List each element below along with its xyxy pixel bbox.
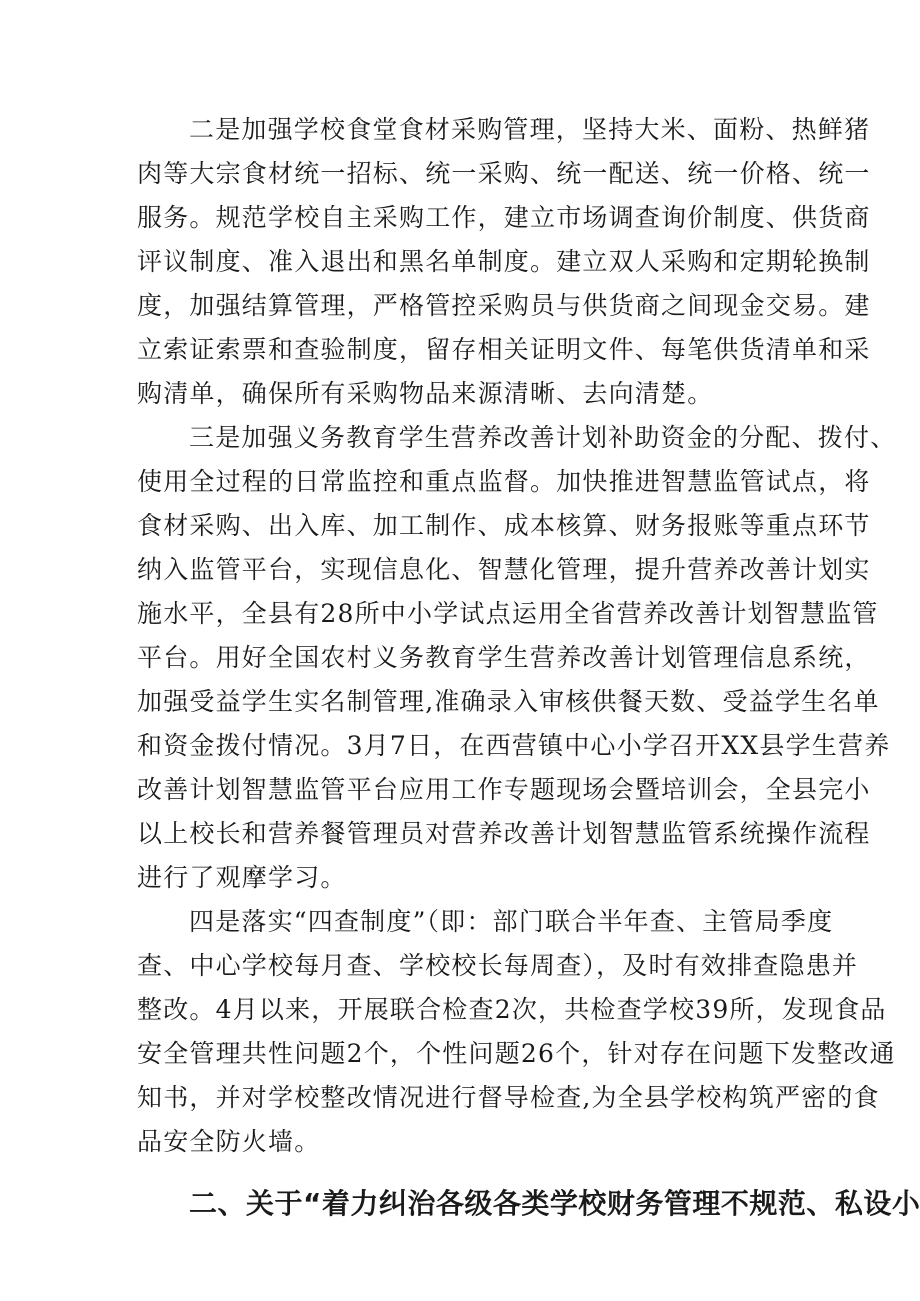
document-body (137, 108, 920, 1232)
section-heading: 二、关于“着力纠治各级各类学校财务管理不规范、私设小 (189, 1187, 920, 1220)
text-line: 使用全过程的日常监控和重点监督。加快推进智慧监管试点，将 (137, 467, 871, 496)
text-line: 食材采购、出入库、加工制作、成本核算、财务报账等重点环节 (137, 511, 871, 540)
text-line: 度，加强结算管理，严格管控采购员与供货商之间现金交易。建 (137, 291, 871, 320)
text-line: 平台。用好全国农村义务教育学生营养改善计划管理信息系统， (137, 643, 871, 672)
text-line: 立索证索票和查验制度，留存相关证明文件、每笔供货清单和采 (137, 335, 871, 364)
text-line: 评议制度、准入退出和黑名单制度。建立双人采购和定期轮换制 (137, 247, 871, 276)
text-line: 整改。4月以来，开展联合检查2次，共检查学校39所，发现食品 (137, 995, 887, 1024)
text-line: 品安全防火墙。 (137, 1127, 321, 1156)
text-line: 查、中心学校每月查、学校校长每周查），及时有效排查隐患并 (137, 951, 859, 980)
text-line: 四是落实“四查制度”（即：部门联合半年查、主管局季度 (189, 907, 834, 936)
text-line: 施水平，全县有28所中小学试点运用全省营养改善计划智慧监管 (137, 599, 879, 628)
paragraph-nutrition-fund (137, 416, 897, 900)
text-line: 购清单，确保所有采购物品来源清晰、去向清楚。 (137, 379, 714, 408)
text-line: 服务。规范学校自主采购工作，建立市场调查询价制度、供货商 (137, 203, 871, 232)
text-line: 和资金拨付情况。3月7日，在西营镇中心小学召开XX县学生营养 (137, 731, 891, 760)
text-line: 纳入监管平台，实现信息化、智慧化管理，提升营养改善计划实 (137, 555, 871, 584)
text-line: 改善计划智慧监管平台应用工作专题现场会暨培训会，全县完小 (137, 775, 871, 804)
text-line: 肉等大宗食材统一招标、统一采购、统一配送、统一价格、统一 (137, 159, 871, 188)
text-line: 以上校长和营养餐管理员对营养改善计划智慧监管系统操作流程 (137, 819, 871, 848)
paragraph-four-checks (137, 900, 896, 1164)
text-line: 进行了观摩学习。 (137, 863, 347, 892)
text-line: 加强受益学生实名制管理,准确录入审核供餐天数、受益学生名单 (137, 687, 880, 716)
text-line: 知书，并对学校整改情况进行督导检查,为全县学校构筑严密的食 (137, 1083, 880, 1112)
text-line: 三是加强义务教育学生营养改善计划补助资金的分配、拨付、 (189, 423, 897, 452)
paragraph-procurement (137, 108, 871, 416)
text-line: 安全管理共性问题2个，个性问题26个，针对存在问题下发整改通 (137, 1039, 896, 1068)
text-line: 二是加强学校食堂食材采购管理，坚持大米、面粉、热鲜猪 (189, 115, 871, 144)
